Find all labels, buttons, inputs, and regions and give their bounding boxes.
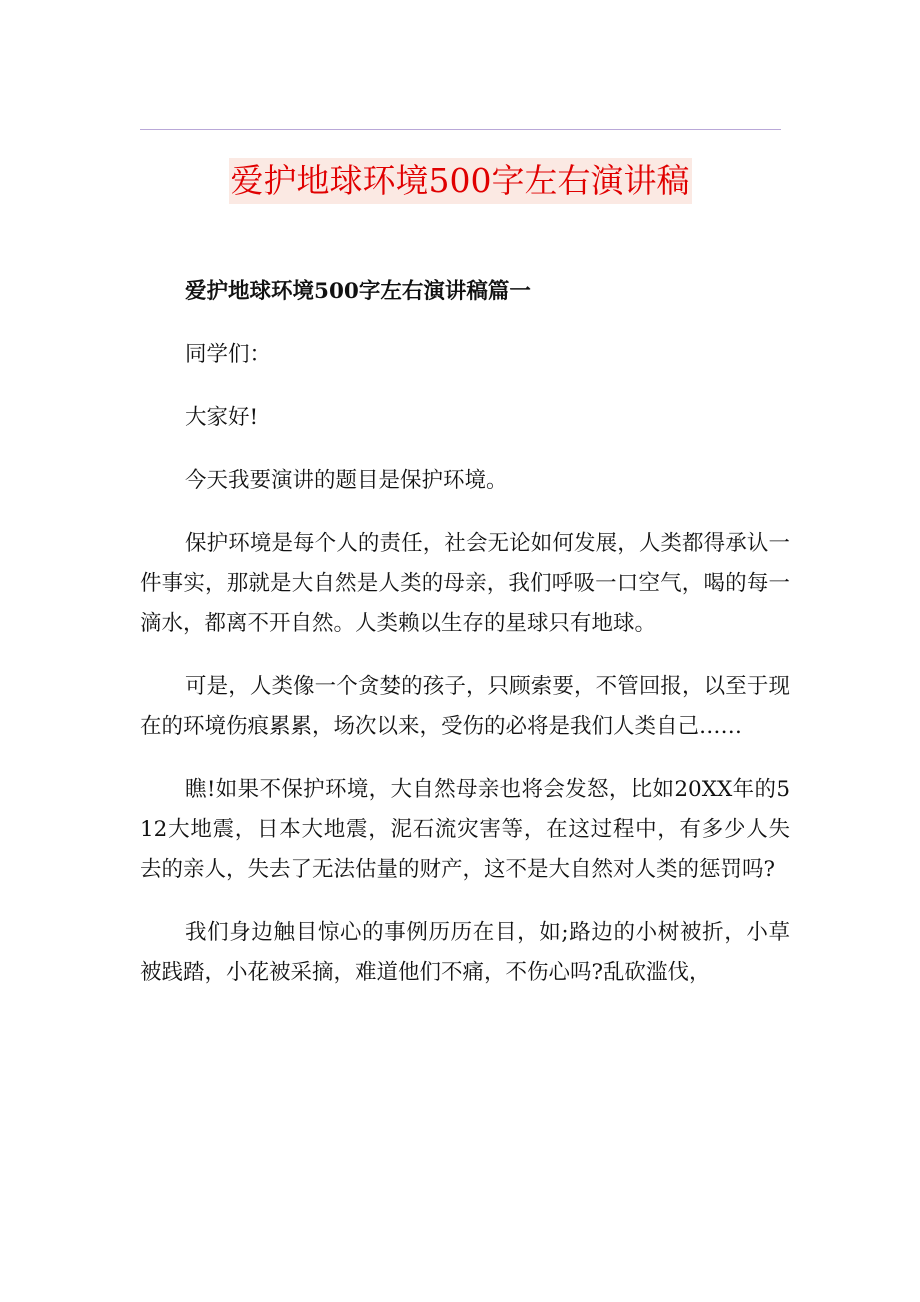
topic-paragraph: 今天我要演讲的题目是保护环境。 (185, 468, 508, 493)
section-heading: 爱护地球环境500字左右演讲稿篇一 (185, 279, 531, 304)
document-title: 爱护地球环境500字左右演讲稿 (229, 158, 692, 204)
title-container (0, 158, 920, 204)
header-rule (140, 129, 781, 130)
body-paragraph-1: 保护环境是每个人的责任，社会无论如何发展，人类都得承认一件事实，那就是大自然是人类的母亲，我们呼吸一口空气，喝的每一滴水，都离不开自然。人类赖以生存的星球只有地球。 (140, 531, 790, 636)
document-body (140, 272, 790, 993)
body-paragraph-4: 我们身边触目惊心的事例历历在目，如;路边的小树被折，小草被践踏，小花被采摘，难道他们不痛，不伤心吗?乱砍滥伐， (140, 920, 790, 985)
body-paragraph-2: 可是，人类像一个贪婪的孩子，只顾索要，不管回报，以至于现在的环境伤痕累累，场次以来，受伤的必将是我们人类自己…… (140, 674, 790, 739)
greeting-paragraph: 同学们： (185, 342, 272, 367)
body-paragraph-3: 瞧!如果不保护环境，大自然母亲也将会发怒，比如20XX年的512大地震，日本大地震，泥石流灾害等，在这过程中，有多少人失去的亲人，失去了无法估量的财产，这不是大自然对人类的惩罚吗? (140, 777, 790, 882)
salutation-paragraph: 大家好! (185, 405, 259, 430)
